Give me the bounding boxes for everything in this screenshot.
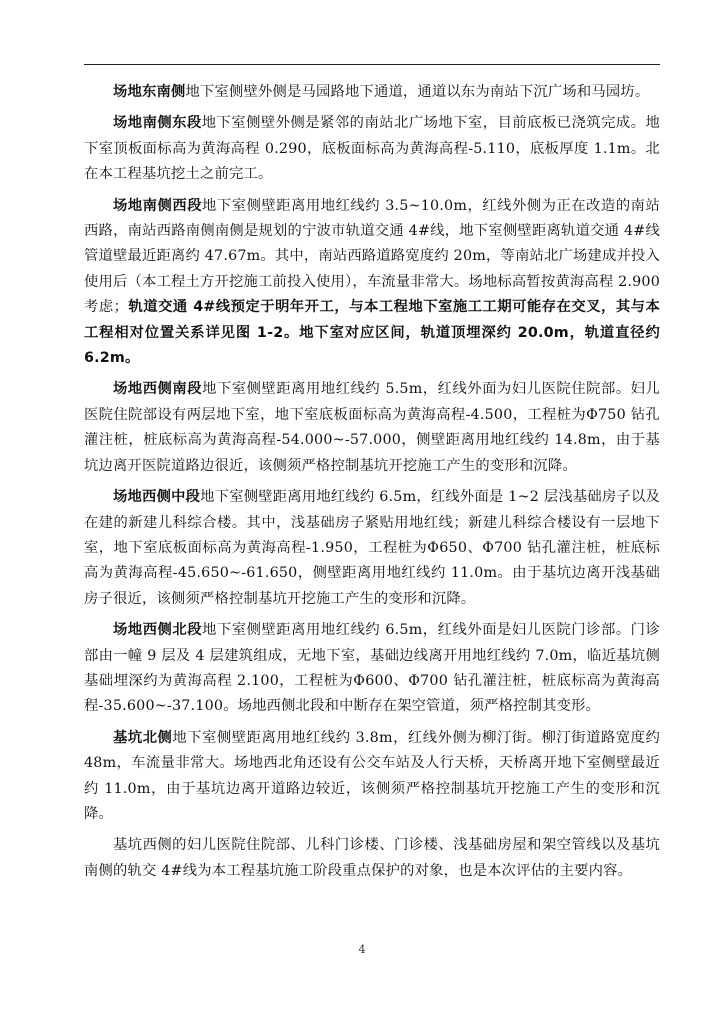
paragraph-lead: 基坑北侧	[113, 729, 173, 746]
paragraph-south-east-section	[84, 111, 660, 187]
paragraph-text: 地下室侧壁外侧是紧邻的南站北广场地下室，目前底板已浇筑完成。地下室顶板面标高为黄海高程 0.290，底板面标高为黄海高程-5.110，底板厚度 1.1m。北在本工程基坑挖土之前完工。	[84, 115, 660, 183]
paragraph-lead: 场地南侧西段	[113, 197, 203, 214]
paragraph-text: 基坑西侧的妇儿医院住院部、儿科门诊楼、门诊楼、浅基础房屋和架空管线以及基坑南侧的轨交 4#线为本工程基坑施工阶段重点保护的对象，也是本次评估的主要内容。	[84, 837, 660, 879]
paragraph-west-south-section	[84, 377, 660, 479]
paragraph-text: 地下室侧壁距离用地红线约 3.8m，红线外侧为柳汀街。柳汀街道路宽度约 48m，车流量非常大。场地西北角还设有公交车站及人行天桥，天桥离开地下室侧壁最近约 11.0m，由于基坑边离开道路边较近，该侧须严格控制基坑开挖施工产生的变形和沉降。	[84, 729, 660, 822]
paragraph-lead: 场地西侧中段	[113, 489, 201, 506]
paragraph-lead: 场地西侧北段	[113, 622, 203, 639]
paragraph-lead: 场地南侧东段	[113, 115, 202, 132]
paragraph-southeast	[84, 80, 660, 105]
paragraph-west-middle-section	[84, 485, 660, 612]
paragraph-lead: 场地西侧南段	[113, 381, 203, 398]
paragraph-emphasis: 轨道交通 4#线预定于明年开工，与本工程地下室施工工期可能存在交叉，其与本工程相对位置关系详见图 1-2。地下室对应区间，轨道顶埋深约 20.0m，轨道直径约 6.2m。	[84, 299, 660, 367]
paragraph-summary	[84, 833, 660, 884]
page-number: 4	[358, 943, 366, 956]
paragraph-text: 地下室侧壁距离用地红线约 5.5m，红线外面为妇儿医院住院部。妇儿医院住院部设有两层地下室，地下室底板面标高为黄海高程-4.500，工程桩为Φ750 钻孔灌注桩，桩底标高为黄海高程-54.000~-57.000，侧壁距离用地红线约 14.8m，由于基坑边离开医院道路边很近，该侧须严格控制基坑开挖施工产生的变形和沉降。	[84, 381, 661, 474]
paragraph-pit-north	[84, 726, 660, 828]
paragraph-text: 地下室侧壁距离用地红线约 3.5~10.0m，红线外侧为正在改造的南站西路，南站西路南侧南侧是规划的宁波市轨道交通 4#线，地下室侧壁距离轨道交通 4#线管道壁最近距离约 47.67m。其中，南站西路道路宽度约 20m，等南站北广场建成并投入使用后（本工程土方开挖施工前投入使用），车流量非常大。场地标高暂按黄海高程 2.900 考虑；	[84, 197, 661, 316]
paragraph-text: 地下室侧壁距离用地红线约 6.5m，红线外面是 1~2 层浅基础房子以及在建的新建儿科综合楼。其中，浅基础房子紧贴用地红线；新建儿科综合楼设有一层地下室，地下室底板面标高为黄海高程-1.950，工程桩为Φ650、Φ700 钻孔灌注桩，桩底标高为黄海高程-45.650~-61.650，侧壁距离用地红线约 11.0m。由于基坑边离开浅基础房子很近，该侧须严格控制基坑开挖施工产生的变形和沉降。	[84, 489, 660, 607]
paragraph-south-west-section	[84, 194, 660, 372]
paragraph-west-north-section	[84, 618, 660, 720]
header-rule	[84, 64, 660, 65]
paragraph-lead: 场地东南侧	[113, 84, 186, 100]
paragraph-text: 地下室侧壁距离用地红线约 6.5m，红线外面是妇儿医院门诊部。门诊部由一幢 9 层及 4 层建筑组成，无地下室，基础边线离开用地红线约 7.0m，临近基坑侧基础埋深约为黄海高程 2.100，工程桩为Φ600、Φ700 钻孔灌注桩，桩底标高为黄海高程-35.600~-37.100。场地西侧北段和中断存在架空管道，须严格控制其变形。	[84, 622, 661, 715]
paragraph-text: 地下室侧壁外侧是马园路地下通道，通道以东为南站下沉广场和马园坊。	[185, 84, 650, 100]
document-body	[84, 80, 660, 890]
